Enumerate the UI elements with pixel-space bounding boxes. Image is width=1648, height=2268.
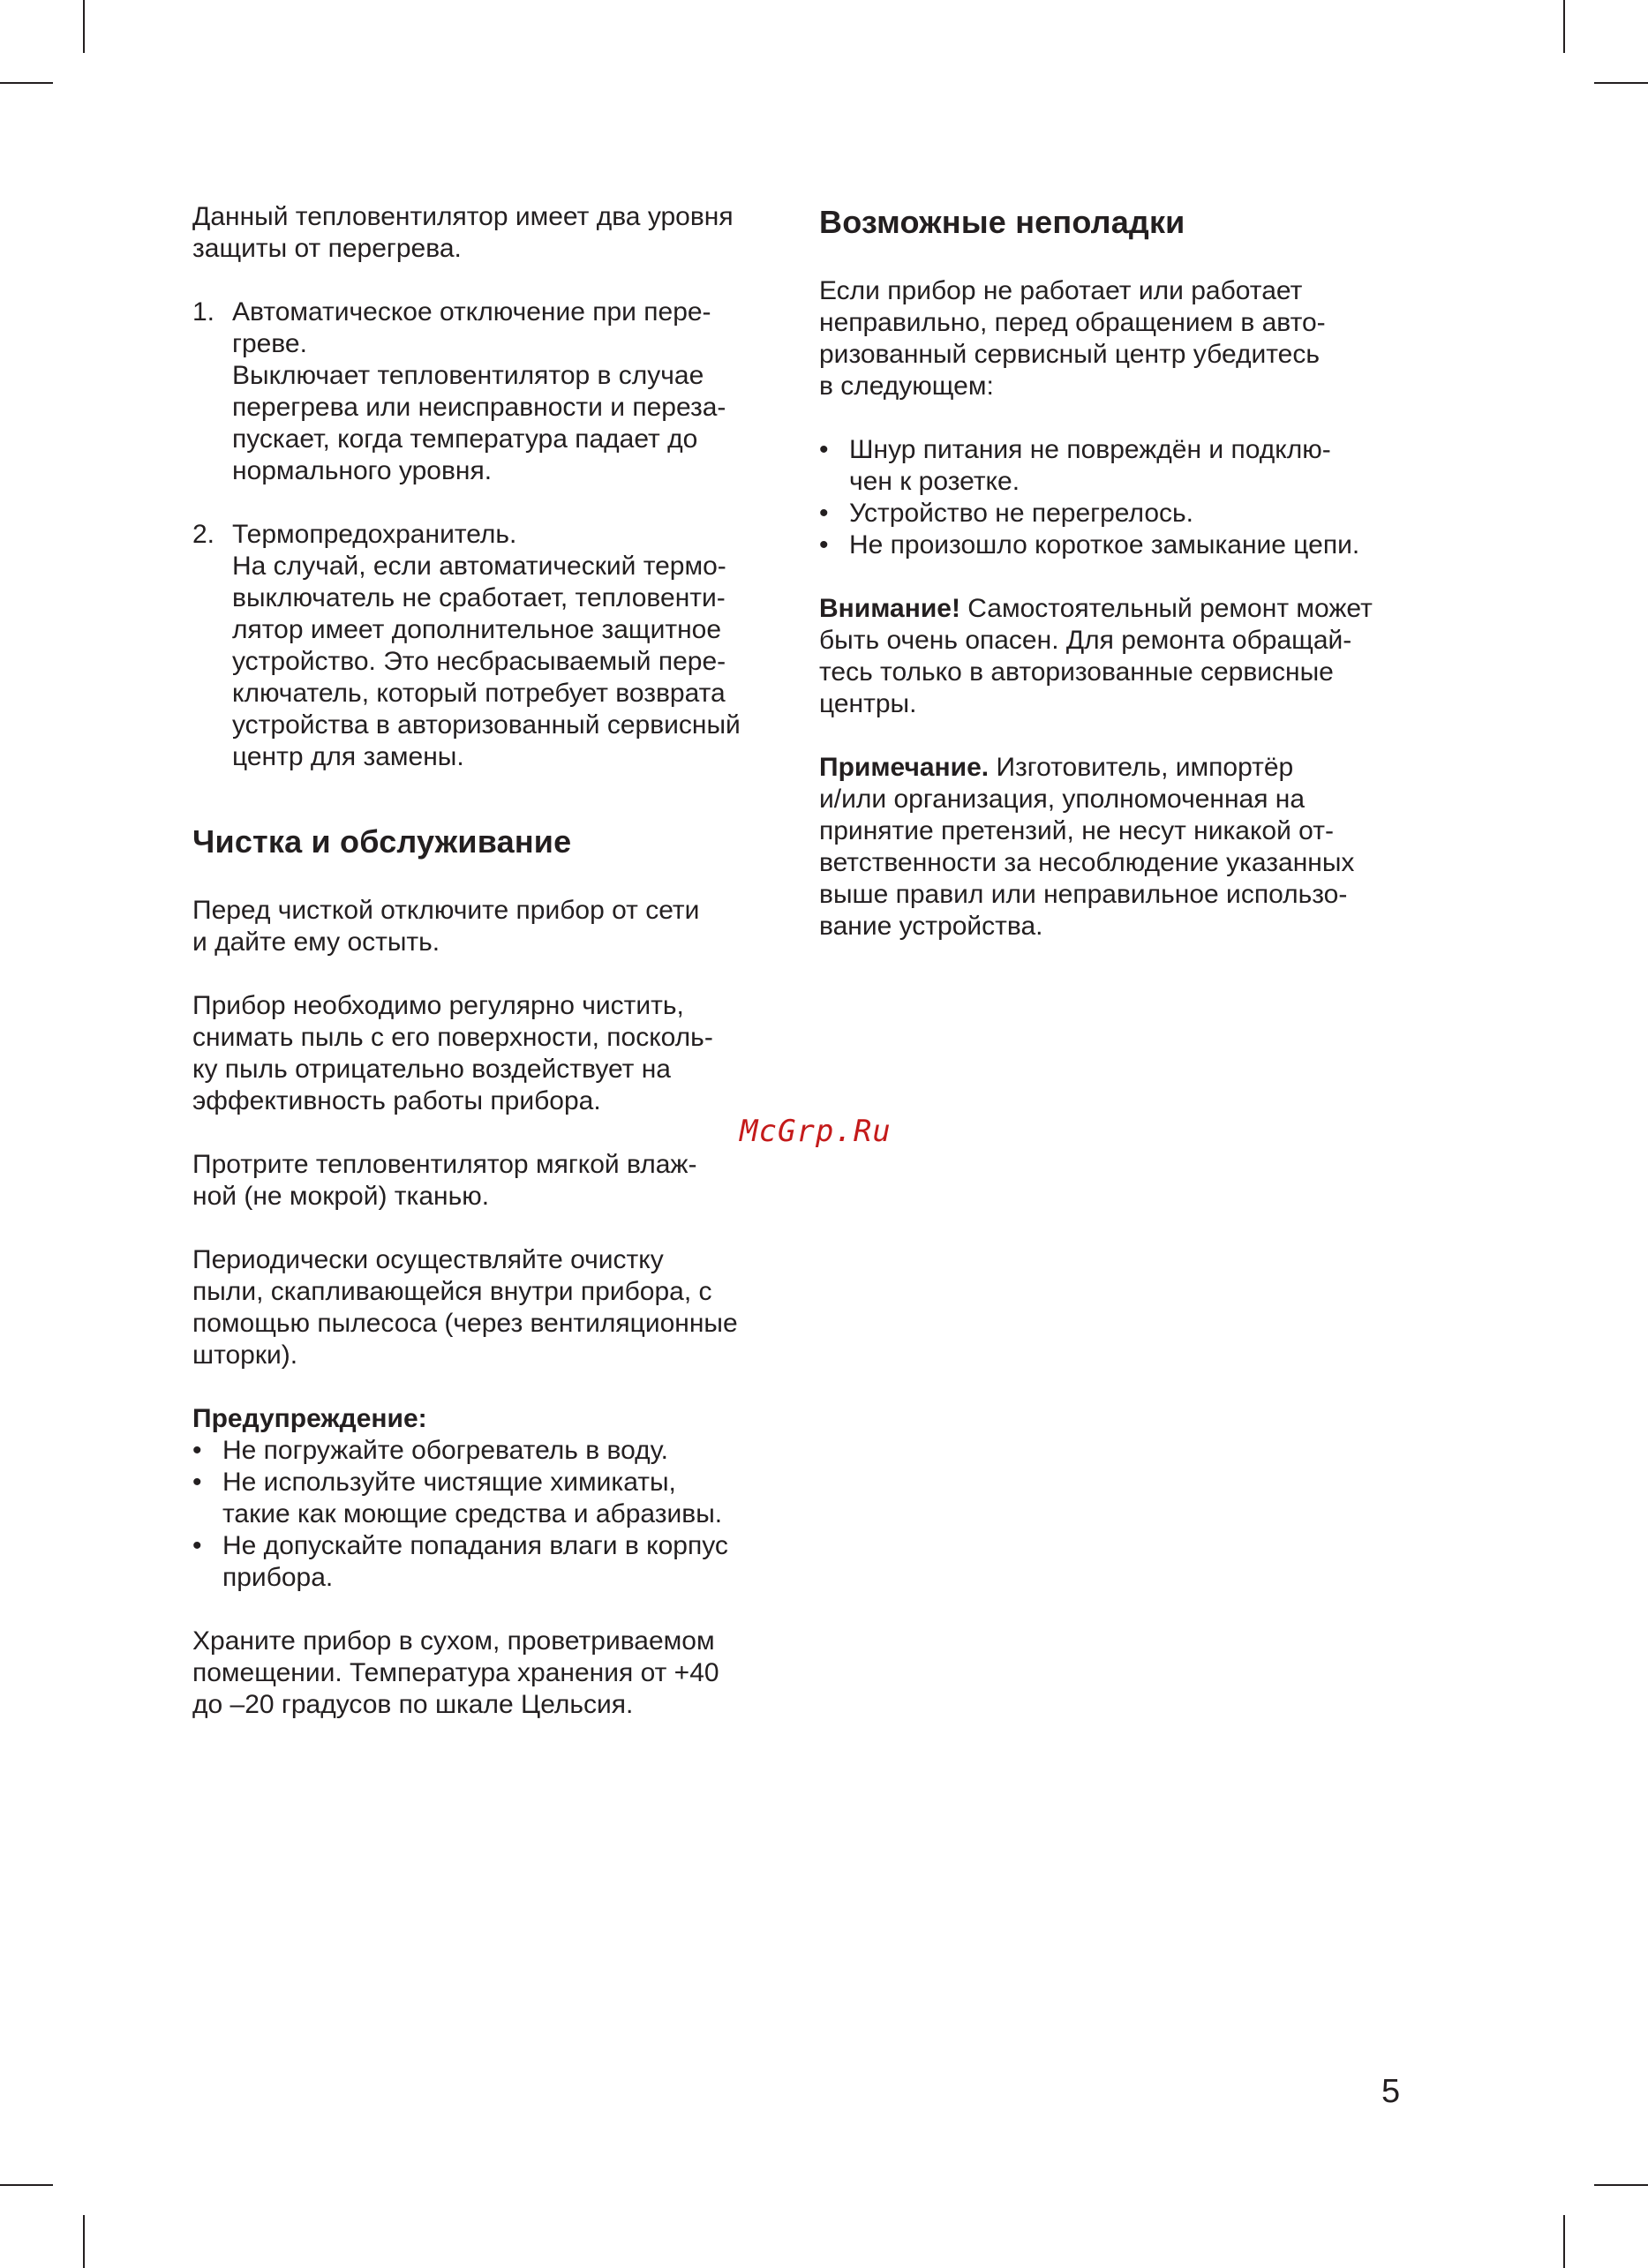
storage-paragraph: Храните прибор в сухом, проветриваемом помещении. Температура хранения от +40 до –20 градусов по шкале Цельсия.: [192, 1626, 719, 1719]
cleaning-heading: Чистка и обслуживание: [192, 823, 572, 860]
attention-label: Внимание!: [819, 594, 960, 623]
crop-mark: [1594, 2184, 1648, 2186]
troubleshooting-heading: Возможные неполадки: [819, 204, 1185, 240]
crop-mark: [1594, 82, 1648, 84]
warning-item: • Не погружайте обогреватель в воду.: [192, 1436, 668, 1465]
intro-paragraph: Данный тепловентилятор имеет два уровня защиты от перегрева.: [192, 202, 734, 263]
note-paragraph: Примечание. Изготовитель, импортёр и/или организация, уполномоченная на принятие претензий, не несут никакой от- ветственности за несоблюдение указанных выше правил или неправильное использо- вание устройства.: [819, 753, 1355, 941]
bullet-icon: •: [819, 530, 829, 559]
crop-mark: [0, 82, 53, 84]
crop-mark: [0, 2184, 53, 2186]
protection-item-2: 2. Термопредохранитель. На случай, если автоматический термо- выключатель не сработает, тепловенти- лятор имеет дополнительное защитное устройство. Это несбрасываемый пере- ключатель, который потребует возврата устройства в авторизованный сервисный центр для замены.: [192, 520, 741, 771]
bullet-icon: •: [192, 1436, 202, 1465]
checklist-item: • Устройство не перегрелось.: [819, 499, 1193, 528]
crop-mark: [1563, 2215, 1565, 2268]
item-number: 1.: [192, 297, 215, 327]
protection-item-1: 1. Автоматическое отключение при пере- греве. Выключает тепловентилятор в случае перегрева или неисправности и переза- пускает, когда температура падает до нормального уровня.: [192, 297, 726, 485]
checklist-item: • Не произошло короткое замыкание цепи.: [819, 530, 1360, 559]
bullet-icon: •: [192, 1531, 202, 1560]
note-label: Примечание.: [819, 753, 990, 782]
crop-mark: [1563, 0, 1565, 53]
crop-mark: [83, 0, 85, 53]
bullet-icon: •: [192, 1468, 202, 1497]
checklist-item: • Шнур питания не повреждён и подклю- чен к розетке.: [819, 435, 1331, 496]
bullet-icon: •: [819, 499, 829, 528]
warning-title: Предупреждение:: [192, 1404, 427, 1433]
warning-item: • Не используйте чистящие химикаты, такие как моющие средства и абразивы.: [192, 1468, 723, 1528]
cleaning-paragraph: Периодически осуществляйте очистку пыли, скапливающейся внутри прибора, с помощью пылесоса (через вентиляционные шторки).: [192, 1245, 738, 1370]
right-column: [819, 201, 1419, 942]
cleaning-paragraph: Прибор необходимо регулярно чистить, снимать пыль с его поверхности, посколь- ку пыль отрицательно воздействует на эффективность работы прибора.: [192, 991, 713, 1115]
left-column: [192, 201, 793, 1721]
troubleshooting-intro: Если прибор не работает или работает неправильно, перед обращением в авто- ризованный сервисный центр убедитесь в следующем:: [819, 276, 1326, 401]
page-number: 5: [1381, 2073, 1401, 2110]
warning-item: • Не допускайте попадания влаги в корпус прибора.: [192, 1531, 728, 1592]
cleaning-paragraph: Протрите тепловентилятор мягкой влаж- ной (не мокрой) тканью.: [192, 1150, 697, 1211]
crop-mark: [83, 2215, 85, 2268]
attention-paragraph: Внимание! Самостоятельный ремонт может быть очень опасен. Для ремонта обращай- тесь только в авторизованные сервисные центры.: [819, 594, 1373, 718]
item-number: 2.: [192, 520, 215, 549]
watermark: McGrp.Ru: [740, 1114, 892, 1149]
bullet-icon: •: [819, 435, 829, 464]
cleaning-paragraph: Перед чисткой отключите прибор от сети и дайте ему остыть.: [192, 896, 700, 957]
